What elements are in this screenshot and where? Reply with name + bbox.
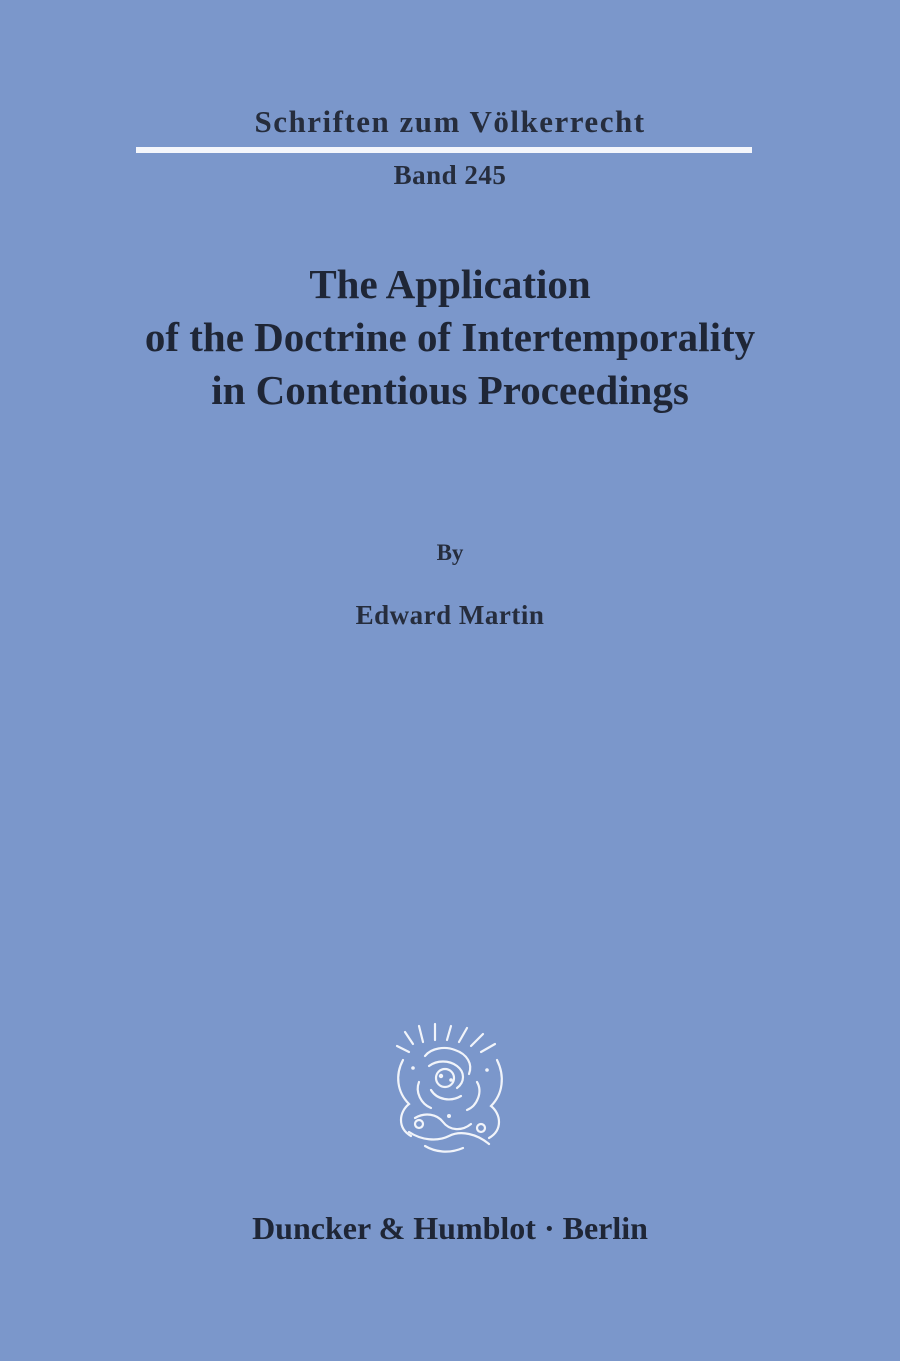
title-line-3: in Contentious Proceedings (211, 367, 689, 413)
title-line-2: of the Doctrine of Intertemporality (144, 314, 756, 360)
book-title (0, 258, 900, 417)
publisher-emblem-icon (385, 1020, 515, 1160)
by-label: By (436, 540, 464, 565)
publisher-name: Duncker & Humblot · Berlin (252, 1210, 648, 1246)
series-title: Schriften zum Völkerrecht (254, 104, 646, 139)
author-name: Edward Martin (355, 600, 545, 630)
series-divider (136, 147, 752, 153)
title-line-1: The Application (309, 261, 591, 307)
volume-number: Band 245 (393, 160, 507, 190)
